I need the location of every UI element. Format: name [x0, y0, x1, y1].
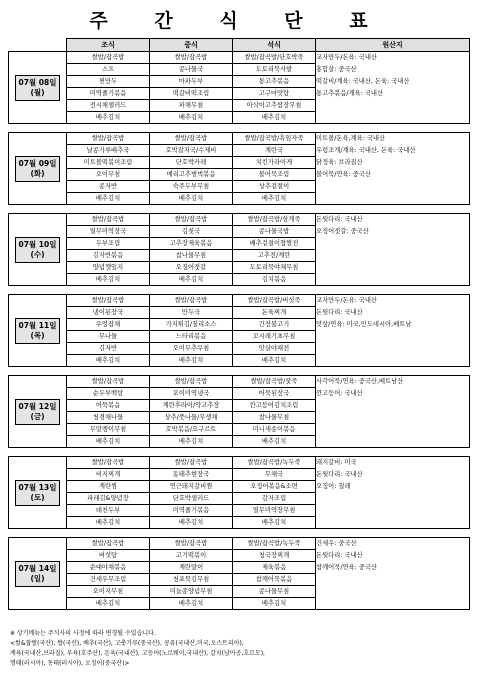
- date-box: [15, 561, 60, 587]
- date-label: 07월 10일: [18, 239, 57, 249]
- header-blank: [9, 39, 67, 52]
- breakfast-item: 계란찜: [67, 481, 149, 493]
- origin-line: 통고추볶음/계육: 국내산: [316, 90, 384, 97]
- breakfast-item: 쌀밥/잡곡밥: [67, 457, 149, 469]
- dinner-item: 쌀밥/잡곡밥/단호박죽: [233, 52, 315, 64]
- lunch-item: 숙주두부무침: [150, 181, 232, 193]
- date-label: 07월 08일: [18, 77, 57, 87]
- breakfast-item: 파래김&양념장: [67, 493, 149, 505]
- origin-line: 사각어묵/연육: 중국산,베트남산: [316, 378, 404, 385]
- weekday-label: (일): [30, 573, 45, 583]
- lunch-item: 배추김치: [178, 195, 204, 202]
- date-box: [15, 156, 60, 182]
- lunch-item: 쌀밥/잡곡밥: [150, 457, 232, 469]
- breakfast-item: 쌀밥/잡곡밥: [67, 214, 149, 226]
- lunch-cell: [150, 214, 233, 286]
- dinner-item: 열무미역장무침: [233, 505, 315, 517]
- gap-cell: [9, 205, 470, 214]
- dinner-cell: [233, 457, 316, 529]
- breakfast-item: 오이지무침: [67, 586, 149, 598]
- breakfast-item: 쌀밥/잡곡밥: [67, 538, 149, 550]
- date-box: [15, 75, 60, 101]
- dinner-item: 감자조림: [233, 493, 315, 505]
- dinner-cell: [233, 538, 316, 610]
- breakfast-item: 쌀밥/잡곡밥: [67, 133, 149, 145]
- breakfast-item: 배추김치: [95, 600, 121, 607]
- origin-line: 깐고등어: 국내산: [316, 390, 363, 397]
- note-line: ※ 상기메뉴는 주식사의 사정에 따라 변경될 수있습니다.: [10, 630, 156, 637]
- lunch-item: 오이무추무침: [150, 343, 232, 355]
- day-row: [9, 538, 470, 610]
- note-line: 계육(국내산,브라질), 우육(호주산), 돈육(국내산), 고등어(노르웨이,국내산), 갈치(남아공,호르모),: [10, 650, 265, 657]
- origin-cell: [316, 538, 470, 610]
- origin-cell: [316, 295, 470, 367]
- dinner-item: 참나물무침: [233, 412, 315, 424]
- lunch-item: 배추김치: [178, 519, 204, 526]
- date-cell: [9, 214, 67, 286]
- lunch-cell: [150, 457, 233, 529]
- dinner-item: 치킨가라아게: [233, 157, 315, 169]
- dinner-item: 도토리묵사발: [233, 64, 315, 76]
- dinner-item: 어묵된장국: [233, 388, 315, 400]
- lunch-item: 배추김치: [178, 357, 204, 364]
- menu-body: [9, 52, 470, 610]
- breakfast-item: 오이무침: [67, 169, 149, 181]
- date-cell: [9, 52, 67, 124]
- breakfast-item: 청경채나물: [67, 412, 149, 424]
- dinner-item: 도토리묵야채무침: [233, 262, 315, 274]
- dinner-item: 콩나물국밥: [233, 226, 315, 238]
- header-lunch: 중식: [150, 39, 233, 52]
- lunch-item: 느타리볶음: [150, 331, 232, 343]
- breakfast-item: 순대야채볶음: [67, 562, 149, 574]
- dinner-cell: [233, 295, 316, 367]
- dinner-item: 쌀밥/잡곡밥/잣죽: [233, 376, 315, 388]
- note-line: 명태(러시아), 동태(러시아), 오징어(중국산)>: [10, 660, 130, 667]
- origin-line: 참깨어묵/연육: 중국산: [316, 564, 377, 571]
- notes: [10, 629, 470, 669]
- gap-cell: [9, 448, 470, 457]
- lunch-item: 쌀밥/잡곡밥: [150, 133, 232, 145]
- lunch-item: 배추김치: [178, 276, 204, 283]
- weekday-label: (수): [30, 249, 45, 259]
- lunch-item: 호박볶음/요구르트: [150, 424, 232, 436]
- lunch-item: 메리고추범벅볶음: [150, 169, 232, 181]
- header-origin: 원산지: [316, 39, 470, 52]
- lunch-item: 만두국: [150, 307, 232, 319]
- breakfast-item: 날콩가루배추국: [67, 145, 149, 157]
- row-gap: [9, 286, 470, 295]
- header-row: [9, 39, 470, 52]
- weekday-label: (토): [30, 492, 45, 502]
- origin-line: 오징어: 칠레: [316, 483, 351, 490]
- origin-line: 돼지갈비: 미국: [316, 459, 357, 466]
- breakfast-item: 냉이된장국: [67, 307, 149, 319]
- origin-cell: [316, 52, 470, 124]
- dinner-item: 배추겉절이찹쌀전: [233, 238, 315, 250]
- page-title: 주 간 식 단 표: [89, 10, 388, 32]
- dinner-item: 참깨어묵볶음: [233, 574, 315, 586]
- breakfast-item: 배추김치: [95, 519, 121, 526]
- dinner-item: 쌀밥/잡곡밥/녹두죽: [233, 457, 315, 469]
- origin-line: 맛살/연육: 미국,인도네시아,베트남: [316, 321, 412, 328]
- date-box: [15, 480, 60, 506]
- origin-line: 교자만두/돈육: 국내산: [316, 54, 377, 61]
- origin-line: 우렁조개/계육: 국내산, 돈육: 국내산: [316, 147, 416, 154]
- origin-line: 건새우: 중국산: [316, 540, 357, 547]
- lunch-item: 계란말이: [150, 562, 232, 574]
- lunch-cell: [150, 295, 233, 367]
- weekly-menu-table: [8, 38, 470, 610]
- dinner-cell: [233, 133, 316, 205]
- breakfast-item: 콩자반: [67, 181, 149, 193]
- dinner-item: 맛살야채전: [233, 343, 315, 355]
- lunch-item: 상추/풋나물/무생채: [150, 412, 232, 424]
- date-label: 07월 13일: [18, 482, 57, 492]
- origin-line: 미트볼/돈육,계육: 국내산: [316, 135, 386, 142]
- date-cell: [9, 538, 67, 610]
- dinner-item: 돈육찌개: [233, 307, 315, 319]
- dinner-item: 배추김치: [261, 357, 287, 364]
- breakfast-cell: [67, 295, 150, 367]
- dinner-item: 배추김치: [261, 600, 287, 607]
- lunch-item: 김칫국: [150, 226, 232, 238]
- date-cell: [9, 133, 67, 205]
- date-box: [15, 237, 60, 263]
- origin-line: 돈뒷다리: 국내산: [316, 471, 363, 478]
- note-line: <쌀&찹쌀(국산), 쌀(국산), 배추(국산), 고춧가루(중국산), 콩류(국내산,미국,오스트리아),: [10, 640, 244, 647]
- lunch-item: 떡갈비떡조림: [150, 88, 232, 100]
- dinner-item: 콩나물무침: [233, 586, 315, 598]
- lunch-item: 쌀밥/잡곡밥: [150, 295, 232, 307]
- row-gap: [9, 529, 470, 538]
- breakfast-item: 비지찌개: [67, 469, 149, 481]
- lunch-item: 청포묵김무침: [150, 574, 232, 586]
- date-cell: [9, 376, 67, 448]
- dinner-item: 오징어볶음&소면: [233, 481, 315, 493]
- breakfast-item: 어묵볶음: [67, 400, 149, 412]
- dinner-item: 볼어묵조림: [233, 169, 315, 181]
- origin-line: 떡갈비/계육: 국내산, 돈육: 국내산: [316, 78, 410, 85]
- breakfast-cell: [67, 52, 150, 124]
- lunch-item: 쌀밥/잡곡밥: [150, 376, 232, 388]
- breakfast-cell: [67, 376, 150, 448]
- lunch-item: 쌀밥/잡곡밥: [150, 538, 232, 550]
- lunch-item: 단호박샐러드: [150, 493, 232, 505]
- breakfast-item: 쌀밥/잡곡밥: [67, 52, 149, 64]
- lunch-item: 연근돼지갈비찜: [150, 481, 232, 493]
- gap-cell: [9, 124, 470, 133]
- row-gap: [9, 448, 470, 457]
- dinner-item: 배추김치: [261, 195, 287, 202]
- breakfast-cell: [67, 538, 150, 610]
- breakfast-item: 찐만두: [67, 76, 149, 88]
- dinner-item: 쌀밥/잡곡밥/삼계죽: [233, 214, 315, 226]
- breakfast-item: 버섯탕: [67, 550, 149, 562]
- lunch-item: 참나물무침: [150, 250, 232, 262]
- header-breakfast: 조식: [67, 39, 150, 52]
- dinner-item: 제육볶음: [233, 562, 315, 574]
- breakfast-item: 우엉잡채: [67, 319, 149, 331]
- lunch-item: 쌀밥/잡곡밥: [150, 214, 232, 226]
- date-label: 07월 12일: [18, 401, 57, 411]
- lunch-item: 쌀밥/잡곡밥: [150, 52, 232, 64]
- breakfast-item: 쌀밥/잡곡밥: [67, 295, 149, 307]
- lunch-item: 마파두부: [150, 76, 232, 88]
- lunch-item: 가지튀김/칠리소스: [150, 319, 232, 331]
- weekday-label: (금): [30, 411, 45, 421]
- date-box: [15, 399, 60, 425]
- origin-line: 볼어묵/연육: 중국산: [316, 171, 371, 178]
- lunch-cell: [150, 133, 233, 205]
- lunch-cell: [150, 52, 233, 124]
- dinner-item: 무채국: [233, 469, 315, 481]
- breakfast-item: 배추김치: [95, 357, 121, 364]
- gap-cell: [9, 367, 470, 376]
- origin-line: 교자만두/돈육: 국내산: [316, 297, 377, 304]
- dinner-cell: [233, 214, 316, 286]
- origin-line: 돈뒷다리: 국내산: [316, 309, 363, 316]
- dinner-item: 아삭이고추쌈장무침: [233, 100, 315, 112]
- dinner-cell: [233, 52, 316, 124]
- dinner-item: 상추겉절이: [233, 181, 315, 193]
- origin-line: 돈뒷다리: 국내산: [316, 552, 363, 559]
- lunch-item: 고추장제육볶음: [150, 238, 232, 250]
- breakfast-item: 스프: [67, 64, 149, 76]
- weekday-label: (화): [30, 168, 45, 178]
- breakfast-item: 무나물: [67, 331, 149, 343]
- gap-cell: [9, 529, 470, 538]
- lunch-item: 호박잡지국/수제비: [150, 145, 232, 157]
- lunch-item: 배추김치: [178, 600, 204, 607]
- breakfast-item: 미트볼떡볶이조림: [67, 157, 149, 169]
- breakfast-cell: [67, 214, 150, 286]
- row-gap: [9, 205, 470, 214]
- day-row: [9, 457, 470, 529]
- lunch-item: 오이미역냉국: [150, 388, 232, 400]
- breakfast-item: 건새우무조림: [67, 574, 149, 586]
- breakfast-item: 무말랭이무침: [67, 424, 149, 436]
- lunch-item: 단호박카레: [150, 157, 232, 169]
- dinner-item: 통고추볶음: [233, 76, 315, 88]
- lunch-item: 계란후라이/약고추장: [150, 400, 232, 412]
- origin-cell: [316, 376, 470, 448]
- breakfast-item: 배추김치: [95, 276, 121, 283]
- dinner-item: 배추김치: [261, 438, 287, 445]
- origin-cell: [316, 214, 470, 286]
- breakfast-item: 배추김치: [95, 114, 121, 121]
- breakfast-item: 김자반: [67, 343, 149, 355]
- day-row: [9, 133, 470, 205]
- lunch-cell: [150, 538, 233, 610]
- dinner-item: 계란국: [233, 145, 315, 157]
- date-cell: [9, 457, 67, 529]
- lunch-item: 배추김치: [178, 438, 204, 445]
- origin-line: 오징어젓갈: 중국산: [316, 228, 369, 235]
- dinner-item: 깐고등어김치조림: [233, 400, 315, 412]
- origin-cell: [316, 133, 470, 205]
- date-box: [15, 318, 60, 344]
- lunch-item: 콩나물국: [150, 64, 232, 76]
- row-gap: [9, 367, 470, 376]
- dinner-item: 쌀밥/잡곡밥/녹두죽: [233, 538, 315, 550]
- origin-line: 닭정육: 브라질산: [316, 159, 363, 166]
- breakfast-item: 배추김치: [95, 195, 121, 202]
- dinner-item: 청국장찌개: [233, 550, 315, 562]
- breakfast-cell: [67, 457, 150, 529]
- weekday-label: (월): [30, 87, 45, 97]
- dinner-item: 간장불고기: [233, 319, 315, 331]
- lunch-item: 동태추현장국: [150, 469, 232, 481]
- breakfast-item: 배추김치: [95, 438, 121, 445]
- day-row: [9, 295, 470, 367]
- origin-line: 돈뒷다리: 국내산: [316, 216, 363, 223]
- lunch-item: 미늘종양념무침: [150, 586, 232, 598]
- lunch-item: 고기떡볶이: [150, 550, 232, 562]
- breakfast-item: 전시채샐러드: [67, 100, 149, 112]
- header-dinner: 석식: [233, 39, 316, 52]
- dinner-item: 김치볶음: [261, 276, 287, 283]
- date-label: 07월 14일: [18, 563, 57, 573]
- dinner-item: 배추김치: [261, 519, 287, 526]
- breakfast-item: 쌀밥/잡곡밥: [67, 376, 149, 388]
- lunch-item: 미역줄기볶음: [150, 505, 232, 517]
- lunch-cell: [150, 376, 233, 448]
- breakfast-item: 순두부백탕: [67, 388, 149, 400]
- dinner-cell: [233, 376, 316, 448]
- breakfast-item: 두부조림: [67, 238, 149, 250]
- breakfast-item: 열무미역장국: [67, 226, 149, 238]
- day-row: [9, 214, 470, 286]
- dinner-item: 쌀밥/잡곡밥/버섯죽: [233, 295, 315, 307]
- breakfast-item: 데친두부: [67, 505, 149, 517]
- lunch-item: 오징어젓갈: [150, 262, 232, 274]
- date-label: 07월 09일: [18, 158, 57, 168]
- dinner-item: 배추김치: [261, 114, 287, 121]
- dinner-item: 미니새송이볶음: [233, 424, 315, 436]
- weekday-label: (목): [30, 330, 45, 340]
- breakfast-item: 김자반볶음: [67, 250, 149, 262]
- dinner-item: 꼬시래기초무침: [233, 331, 315, 343]
- gap-cell: [9, 286, 470, 295]
- dinner-item: 고구마맛탕: [233, 88, 315, 100]
- breakfast-cell: [67, 133, 150, 205]
- date-label: 07월 11일: [18, 320, 57, 330]
- breakfast-item: 양념깻잎지: [67, 262, 149, 274]
- day-row: [9, 376, 470, 448]
- date-cell: [9, 295, 67, 367]
- origin-line: 홍합살: 중국산: [316, 66, 357, 73]
- origin-cell: [316, 457, 470, 529]
- row-gap: [9, 124, 470, 133]
- breakfast-item: 미역줄기볶음: [67, 88, 149, 100]
- lunch-item: 배추김치: [178, 114, 204, 121]
- day-row: [9, 52, 470, 124]
- lunch-item: 파채무침: [150, 100, 232, 112]
- dinner-item: 쌀밥/잡곡밥/흑임자죽: [233, 133, 315, 145]
- dinner-item: 고추전/계란: [233, 250, 315, 262]
